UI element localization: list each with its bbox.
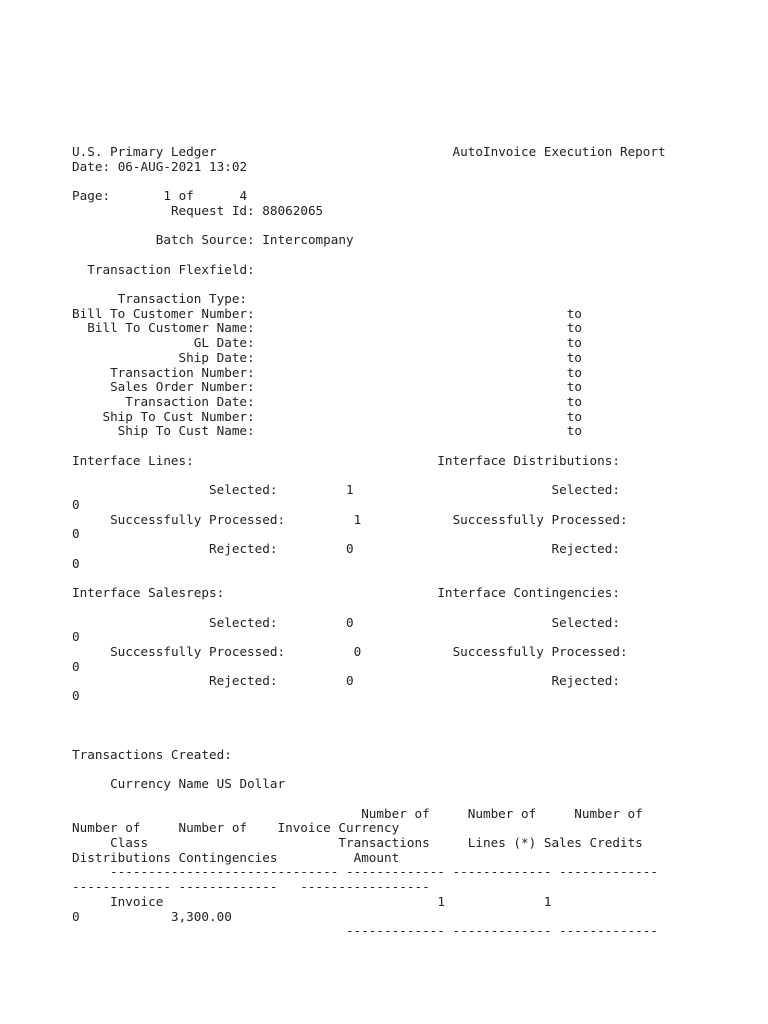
header-rule: ------------------------------ ------------- ------------- ------------- ------------- ------------- ----------------- [72,864,658,895]
autoinvoice-execution-report [72,145,666,939]
salesreps-processed-label: Successfully Processed: [110,643,286,659]
range-to: to [566,408,582,424]
distributions-processed-value: 0 [72,526,80,542]
interface-contingencies-title: Interface Contingencies: [437,585,620,601]
param-bill-to-customer-name: Bill To Customer Name: [87,320,255,336]
salesreps-processed-value: 0 [353,643,362,659]
lines-selected-label: Selected: [209,482,278,498]
date-label: Date: [72,158,111,174]
range-to: to [566,305,582,321]
salesreps-selected-value: 0 [346,614,354,630]
param-sales-order-number: Sales Order Number: [110,379,255,395]
page-label: Page: [72,188,111,204]
lines-rejected-label: Rejected: [209,540,278,556]
row-amount: 3,300.00 [170,908,232,924]
param-gl-date: GL Date: [193,335,255,351]
report-title: AutoInvoice Execution Report [452,144,666,159]
lines-rejected-value: 0 [346,540,354,556]
interface-distributions-title: Interface Distributions: [437,452,620,468]
contingencies-selected-label: Selected: [551,614,620,630]
distributions-processed-label: Successfully Processed: [452,511,628,527]
currency-value: US Dollar [216,776,286,792]
salesreps-rejected-label: Rejected: [209,673,278,689]
row-lines: 1 [543,893,552,909]
range-to: to [566,320,582,336]
page-of: of [178,188,194,204]
range-to: to [566,349,582,365]
contingencies-rejected-label: Rejected: [551,673,620,689]
lines-processed-value: 1 [353,511,362,527]
param-transaction-number: Transaction Number: [110,364,255,380]
row-distributions: 0 [72,908,80,924]
currency-label: Currency Name [110,776,209,792]
report-date: 06-AUG-2021 13:02 [117,158,248,174]
param-ship-to-cust-name: Ship To Cust Name: [117,423,255,439]
transaction-flexfield-label: Transaction Flexfield: [87,261,255,277]
table-row [72,894,552,924]
distributions-rejected-label: Rejected: [551,540,620,556]
page-total: 4 [239,188,248,204]
contingencies-selected-value: 0 [72,629,80,645]
ledger-name: U.S. Primary Ledger [72,144,217,159]
contingencies-processed-value: 0 [72,658,80,674]
column-headers: Number of Number of Number of Number of Number of Invoice Currency Class Transactions Lines (*) Sales Credits Distributions Contingencies Amount [72,805,643,865]
page-current: 1 [163,188,171,204]
lines-processed-label: Successfully Processed: [110,511,286,527]
distributions-selected-label: Selected: [551,482,620,498]
range-to: to [566,364,582,380]
param-transaction-date: Transaction Date: [125,393,255,409]
transactions-created-title: Transactions Created: [72,746,232,762]
param-bill-to-customer-number: Bill To Customer Number: [72,305,255,321]
request-id-label: Request Id: [170,202,255,218]
distributions-selected-value: 0 [72,496,80,512]
contingencies-processed-label: Successfully Processed: [452,643,628,659]
request-id-value: 88062065 [262,202,324,218]
range-to: to [566,379,582,395]
row-class: Invoice [110,893,164,909]
lines-selected-value: 1 [346,482,354,498]
interface-lines-title: Interface Lines: [72,452,194,468]
range-to: to [566,423,582,439]
batch-source-label: Batch Source: [155,232,255,248]
column-class-header: Class [110,835,149,851]
range-to: to [566,393,582,409]
row-transactions: 1 [437,893,445,909]
param-ship-to-cust-number: Ship To Cust Number: [102,408,255,424]
param-transaction-type: Transaction Type: [117,291,248,307]
param-ship-date: Ship Date: [178,349,255,365]
range-to: to [566,335,582,351]
contingencies-rejected-value: 0 [72,688,80,704]
interface-salesreps-title: Interface Salesreps: [72,585,225,601]
total-rule: ------------- ------------- ------------- [72,923,658,939]
salesreps-selected-label: Selected: [209,614,278,630]
batch-source-value: Intercompany [262,232,354,248]
distributions-rejected-value: 0 [72,555,80,571]
salesreps-rejected-value: 0 [346,673,354,689]
